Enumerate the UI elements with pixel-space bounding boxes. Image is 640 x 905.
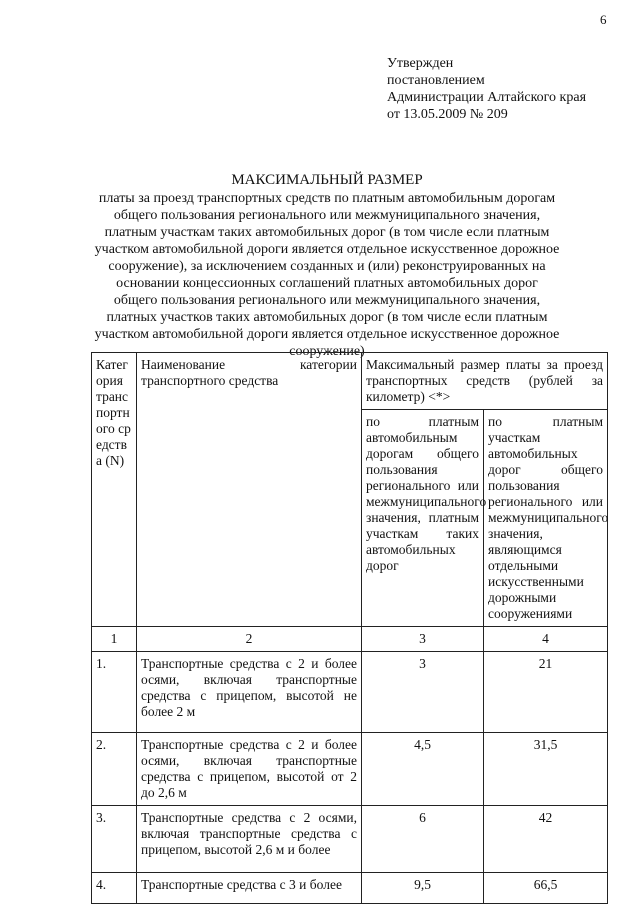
title-line: сооружение) (289, 344, 365, 359)
column-number: 4 (484, 627, 608, 652)
header-col4: по платным участкам автомобильных дорог общего пользования регионального или межмуниципального значения, являющимся отдельными искусственными дорожными сооружениями (484, 410, 608, 627)
document-title (82, 172, 572, 360)
column-number: 3 (362, 627, 484, 652)
title-line: общего пользования регионального или межмуниципального значения, (113, 293, 541, 308)
approval-line: Утвержден (387, 56, 454, 71)
row-value-3: 3 (362, 652, 484, 733)
row-value-4: 31,5 (484, 733, 608, 806)
row-number: 2. (92, 733, 137, 806)
row-value-3: 6 (362, 806, 484, 873)
page-number: 6 (600, 12, 607, 27)
row-number: 1. (92, 652, 137, 733)
column-number: 2 (137, 627, 362, 652)
title-line: платных участков таких автомобильных дорог (в том числе если платным (106, 310, 548, 325)
title-line: общего пользования регионального или межмуниципального значения, (113, 208, 541, 223)
header-max-fee: Максимальный размер платы за проезд транспортных средств (рублей за километр) <*> (362, 353, 608, 410)
row-value-4: 42 (484, 806, 608, 873)
row-value-4: 21 (484, 652, 608, 733)
row-name: Транспортные средства с 2 и более осями, включая транспортные средства с прицепом, высотой не более 2 м (137, 652, 362, 733)
row-name: Транспортные средства с 2 осями, включая транспортные средства с прицепом, высотой 2,6 м и более (137, 806, 362, 873)
title-line: участком автомобильной дороги является отдельное искусственное дорожное (94, 242, 560, 257)
approval-line: постановлением (387, 73, 485, 88)
title-heading: МАКСИМАЛЬНЫЙ РАЗМЕР (231, 172, 423, 188)
fee-table (91, 352, 608, 904)
title-line: платным участкам таких автомобильных дорог (в том числе если платным (104, 225, 550, 240)
table-row (92, 806, 608, 873)
title-line: платы за проезд транспортных средств по платным автомобильным дорогам (98, 191, 556, 206)
approval-line: Администрации Алтайского края (387, 90, 587, 105)
column-number: 1 (92, 627, 137, 652)
row-name: Транспортные средства с 2 и более осями, включая транспортные средства с прицепом, высотой от 2 до 2,6 м (137, 733, 362, 806)
row-value-3: 9,5 (362, 873, 484, 904)
approval-stamp (387, 55, 586, 123)
table-row (92, 652, 608, 733)
row-number: 4. (92, 873, 137, 904)
header-col3: по платным автомобильным дорогам общего пользования регионального или межмуниципального значения, платным участкам таких автомобильных дорог (362, 410, 484, 627)
title-line: участком автомобильной дороги является отдельное искусственное дорожное (94, 327, 560, 342)
header-category: Категория транспортного средства (N) (92, 353, 137, 627)
approval-line: от 13.05.2009 № 209 (387, 107, 508, 122)
row-number: 3. (92, 806, 137, 873)
row-name: Транспортные средства с 3 и более (137, 873, 362, 904)
header-name: Наименование категории транспортного средства (137, 353, 362, 627)
title-line: сооружение), за исключением созданных и (или) реконструированных на (108, 259, 546, 274)
table-row (92, 733, 608, 806)
table-row (92, 873, 608, 904)
row-value-4: 66,5 (484, 873, 608, 904)
row-value-3: 4,5 (362, 733, 484, 806)
title-line: основании концессионных соглашений платных автомобильных дорог (116, 276, 538, 291)
